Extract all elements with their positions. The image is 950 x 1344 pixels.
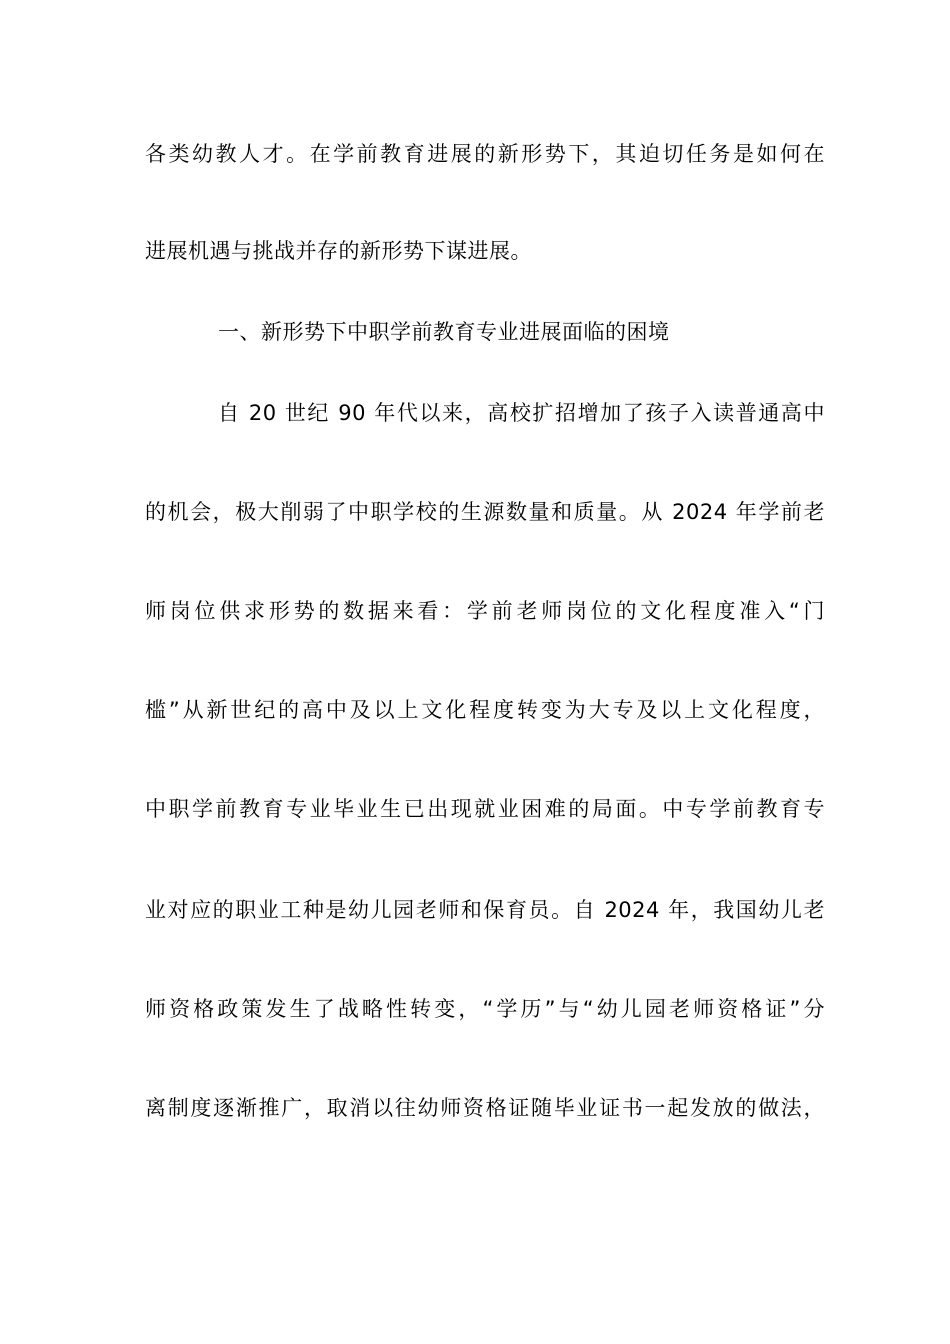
- paragraph-line-2: 进展机遇与挑战并存的新形势下谋进展。: [145, 239, 532, 263]
- paragraph-line-3: 自 20 世纪 90 年代以来，高校扩招增加了孩子入读普通高中: [218, 401, 825, 425]
- paragraph-line-8: 业对应的职业工种是幼儿园老师和保育员。自 2024 年，我国幼儿老: [145, 898, 825, 922]
- paragraph-line-7: 中职学前教育专业毕业生已出现就业困难的局面。中专学前教育专: [145, 797, 825, 821]
- section-heading: 一、新形势下中职学前教育专业进展面临的困境: [218, 320, 670, 344]
- paragraph-line-4: 的机会，极大削弱了中职学校的生源数量和质量。从 2024 年学前老: [145, 500, 825, 524]
- paragraph-line-1: 各类幼教人才。在学前教育进展的新形势下，其迫切任务是如何在: [145, 142, 825, 166]
- paragraph-line-5: 师岗位供求形势的数据来看：学前老师岗位的文化程度准入“门: [145, 599, 825, 623]
- paragraph-line-9: 师资格政策发生了战略性转变，“学历”与“幼儿园老师资格证”分: [145, 997, 825, 1021]
- paragraph-line-10: 离制度逐渐推广，取消以往幼师资格证随毕业证书一起发放的做法，: [145, 1096, 825, 1120]
- paragraph-line-6: 槛”从新世纪的高中及以上文化程度转变为大专及以上文化程度，: [145, 698, 825, 722]
